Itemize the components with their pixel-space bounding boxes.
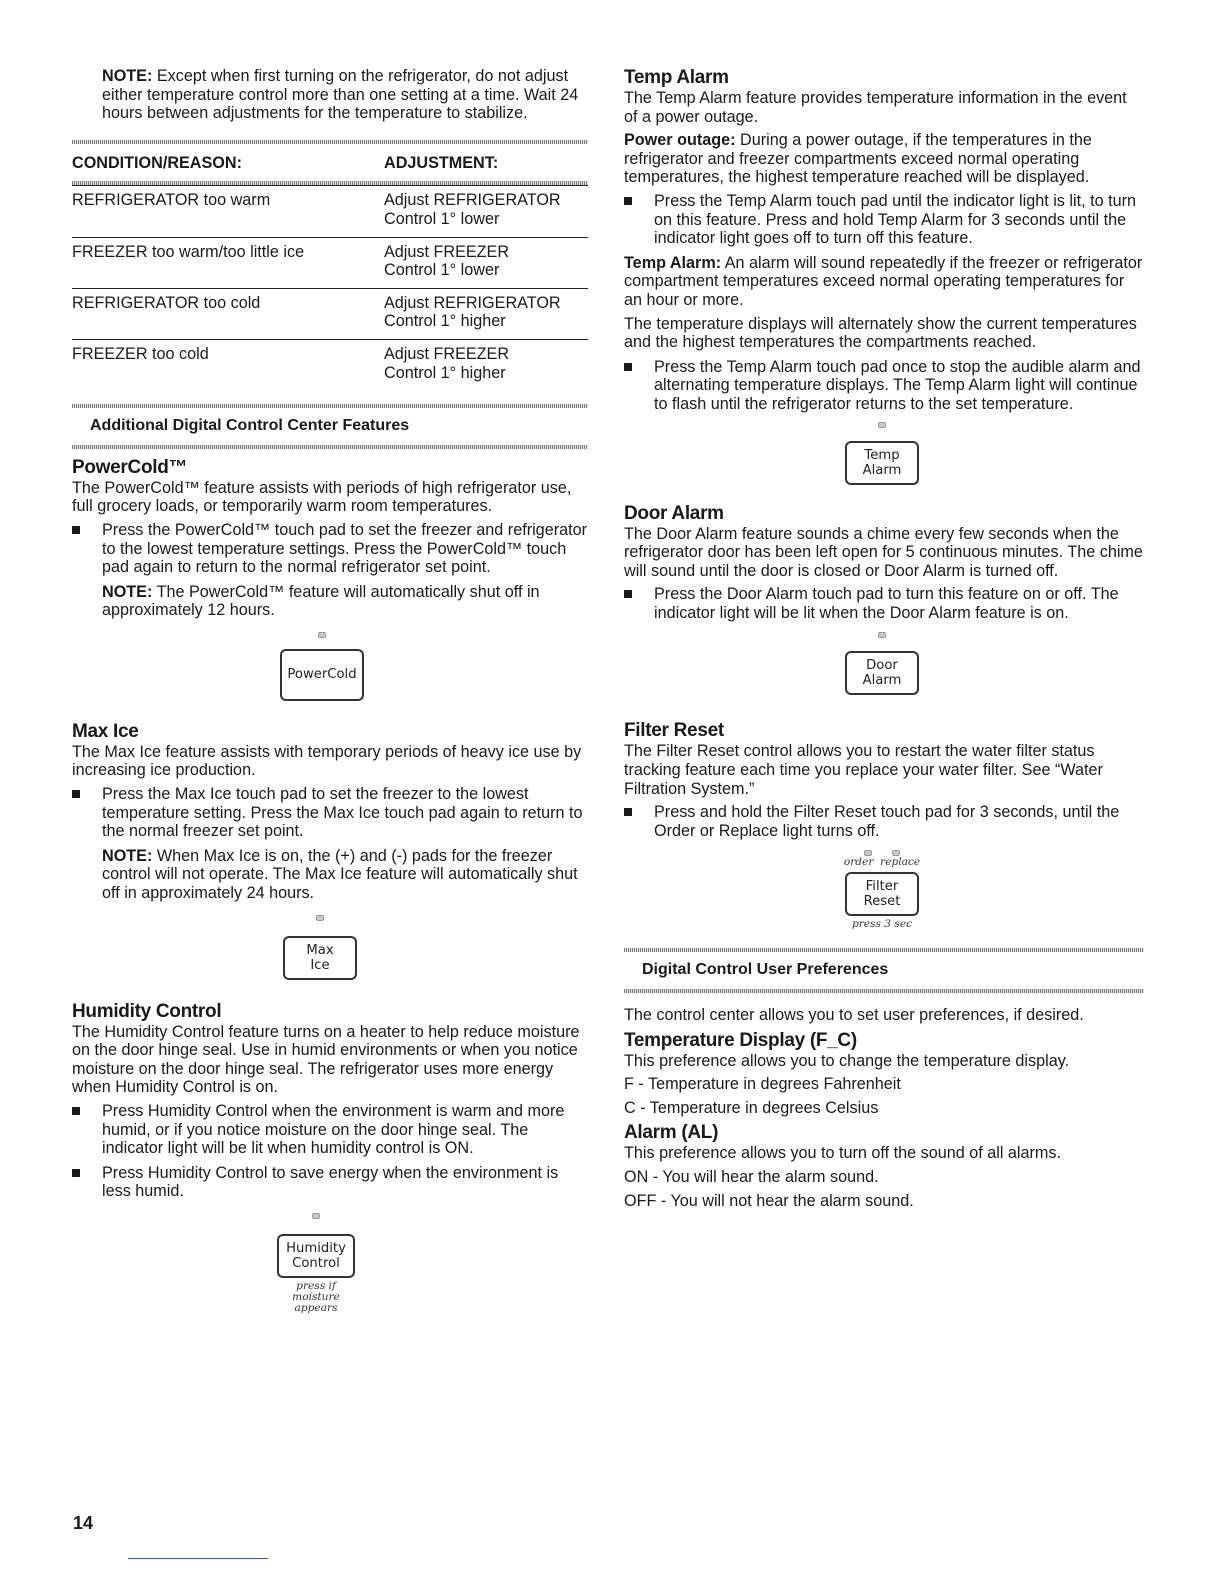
bullet-text: Press Humidity Control to save energy when the environment is less humid. [102,1163,559,1201]
indicator-light [316,915,324,921]
maxice-pad-graphic [62,915,578,980]
temp-alarm-text: An alarm will sound repeatedly if the freezer or refrigerator compartment temperatures exceed normal operating temperatures for an hour or more. [624,253,1143,309]
pad-label: Max [306,942,334,958]
bullet-square [624,363,632,371]
humidity-desc: The Humidity Control feature turns on a heater to help reduce moisture on the door hinge seal. Use in humid environments or when you notice moisture on the door hinge seal. The refrigerator uses more energy when Humidity Control is on. [72,1022,580,1097]
condition-cell: REFRIGERATOR too warm [72,186,384,237]
powercold-note [72,583,588,620]
adjustment-line: Adjust REFRIGERATOR [384,293,561,312]
adjustment-line: Adjust FREEZER [384,242,510,261]
humidity-touch-pad[interactable] [277,1234,355,1278]
pad-label: Temp [864,447,900,463]
adjustment-cell [384,237,588,288]
powercold-bullet [72,521,588,577]
filter-bullet [624,803,1144,840]
table-row [72,186,588,237]
prefs-intro: The control center allows you to set user preferences, if desired. [624,1006,1084,1025]
adjustment-line: Adjust REFRIGERATOR [384,191,561,210]
tempdisplay-c: C - Temperature in degrees Celsius [624,1098,879,1117]
tempalarm-desc: The Temp Alarm feature provides temperature information in the event of a power outage. [624,89,1127,126]
note-label: NOTE: [102,582,153,601]
power-outage-paragraph [624,131,1144,187]
bullet-text: Press the PowerCold™ touch pad to set the freezer and refrigerator to the lowest temperature settings. Press the PowerCold™ touch pad again to return to the normal refrigerator set point. [102,520,587,577]
alarm-desc: This preference allows you to turn off the sound of all alarms. [624,1144,1061,1163]
tempdisplay-desc: This preference allows you to change the temperature display. [624,1051,1070,1070]
alarm-off: OFF - You will not hear the alarm sound. [624,1191,914,1210]
tempdisplay-f: F - Temperature in degrees Fahrenheit [624,1075,901,1094]
adjustment-cell [384,186,588,237]
indicator-light [878,632,886,638]
prefs-header: Digital Control User Preferences [642,961,889,979]
adjustment-line: Adjust FREEZER [384,344,510,363]
adjustment-cell [384,288,588,339]
pad-label: Humidity [286,1240,346,1256]
filter-reset-touch-pad[interactable] [845,872,919,916]
page-number: 14 [73,1513,94,1533]
maxice-bullet [72,785,588,841]
replace-label: replace [880,856,921,869]
maxice-touch-pad[interactable] [283,936,357,980]
header-adjustment: ADJUSTMENT: [384,153,499,172]
bullet-text: Press the Door Alarm touch pad to turn this feature on or off. The indicator light will be lit when the Door Alarm feature is on. [654,585,1119,622]
pad-label: Reset [863,894,901,910]
bullet-text: Press the Temp Alarm touch pad until the indicator light is lit, to turn on this feature. Press and hold Temp Alarm for 3 seconds until the indicator light goes off to turn off this feature. [654,191,1136,248]
maxice-desc: The Max Ice feature assists with temporary periods of heavy ice use by increasing ice production. [72,742,582,780]
dooralarm-title: Door Alarm [624,502,724,524]
tempalarm-bullet-2 [624,358,1144,414]
bullet-text: Press the Max Ice touch pad to set the freezer to the lowest temperature setting. Press the Max Ice touch pad again to return to the normal freezer set point. [102,785,583,841]
section-rule-bottom [72,445,588,449]
alarm-on: ON - You will hear the alarm sound. [624,1168,879,1186]
prefs-rule-bottom [624,989,1144,993]
condition-cell: FREEZER too warm/too little ice [72,237,384,288]
tempalarm-bullet-1 [624,192,1144,248]
bullet-square [624,808,632,816]
temp-alarm-label: Temp Alarm: [624,253,722,272]
indicator-light [878,422,886,428]
note-label: NOTE: [102,846,153,865]
maxice-title: Max Ice [72,720,139,742]
note-text: Except when first turning on the refrigerator, do not adjust either temperature control more than one setting at a time. Wait 24 hours between adjustments for the temperature to stabilize. [102,67,579,123]
filter-led-labels [622,857,1142,868]
adjustment-cell [384,339,588,390]
dooralarm-pad-graphic [622,632,1142,695]
bullet-square [72,790,80,798]
caption-line: press if [296,1279,336,1292]
tempalarm-title: Temp Alarm [624,67,729,88]
temp-alarm-paragraph [624,254,1144,310]
dooralarm-touch-pad[interactable] [845,651,919,695]
alarm-title: Alarm (AL) [624,1122,719,1144]
humidity-pad-graphic [58,1213,574,1314]
adjustment-line: Control 1° lower [384,261,500,280]
powercold-pad-graphic [64,632,580,701]
table-row [72,339,588,390]
maxice-note [72,847,588,903]
power-outage-text: During a power outage, if the temperatures in the refrigerator and freezer compartments exceed normal operating temperatures, the highest temperature reached will be displayed. [624,131,1092,187]
pad-label: PowerCold [287,667,357,683]
tempalarm-touch-pad[interactable] [845,441,919,485]
tempalarm-pad-graphic [622,422,1142,485]
bullet-square [72,1169,80,1177]
humidity-bullet-1 [72,1102,588,1158]
powercold-desc: The PowerCold™ feature assists with periods of high refrigerator use, full grocery loads, or temporarily warm room temperatures. [72,478,572,516]
dooralarm-desc: The Door Alarm feature sounds a chime every few seconds when the refrigerator door has been left open for 5 continuous minutes. The chime will sound until the door is closed or Door Alarm is turned off. [624,524,1143,580]
note-label: NOTE: [102,67,153,85]
footer-rule [128,1558,268,1559]
powercold-touch-pad[interactable] [280,649,364,701]
table-header-row [72,144,588,182]
indicator-light [312,1213,320,1219]
header-condition: CONDITION/REASON: [72,153,242,172]
filter-title: Filter Reset [624,720,724,742]
table-header-rule [72,181,588,185]
pad-label: Ice [310,957,330,973]
note-text: The PowerCold™ feature will automatically shut off in approximately 12 hours. [102,582,540,620]
bullet-square [624,590,632,598]
pad-label: Control [292,1255,340,1271]
humidity-caption [58,1281,574,1314]
pad-label: Alarm [862,462,902,478]
filter-pad-graphic [622,850,1142,930]
humidity-bullet-2 [72,1164,588,1201]
filter-caption: press 3 sec [851,918,913,931]
bullet-text: Press the Temp Alarm touch pad once to stop the audible alarm and alternating temperature displays. The Temp Alarm light will continue to flash until the refrigerator returns to the set temperature. [654,357,1141,413]
table-row [72,288,588,339]
note-text: When Max Ice is on, the (+) and (-) pads for the freezer control will not operate. The Max Ice feature will automatically shut off in approximately 24 hours. [102,846,578,903]
additional-features-header: Additional Digital Control Center Features [90,417,410,435]
order-label: order [843,856,874,869]
note-paragraph [72,67,588,123]
pad-label: Alarm [862,673,902,689]
adjustment-line: Control 1° higher [384,312,506,331]
adjustment-table [72,144,588,390]
pad-label: Filter [865,879,899,895]
caption-line: moisture [292,1290,340,1303]
bullet-square [624,197,632,205]
filter-desc: The Filter Reset control allows you to restart the water filter status tracking feature each time you replace your water filter. See “Water Filtration System.” [624,742,1103,798]
powercold-title: PowerCold™ [72,456,188,478]
table-row [72,237,588,288]
tempdisplay-title: Temperature Display (F_C) [624,1029,857,1051]
humidity-title: Humidity Control [72,1000,222,1022]
dooralarm-bullet [624,585,1144,622]
caption-line: appears [294,1301,338,1314]
adjustment-line: Control 1° higher [384,363,506,382]
bullet-square [72,1107,80,1115]
pad-label: Door [866,658,898,674]
condition-cell: FREEZER too cold [72,339,384,390]
right-column [624,67,1144,1210]
bullet-text: Press Humidity Control when the environment is warm and more humid, or if you notice moisture on the door hinge seal. The indicator light will be lit when humidity control is ON. [102,1102,565,1158]
temp-displays-paragraph: The temperature displays will alternately show the current temperatures and the highest temperatures the compartments reached. [624,314,1137,352]
condition-cell: REFRIGERATOR too cold [72,288,384,339]
bullet-square [72,526,80,534]
power-outage-label: Power outage: [624,131,736,150]
bullet-text: Press and hold the Filter Reset touch pad for 3 seconds, until the Order or Replace light turns off. [654,803,1120,840]
left-column [72,67,588,1314]
indicator-light [318,632,326,638]
adjustment-line: Control 1° lower [384,209,500,228]
